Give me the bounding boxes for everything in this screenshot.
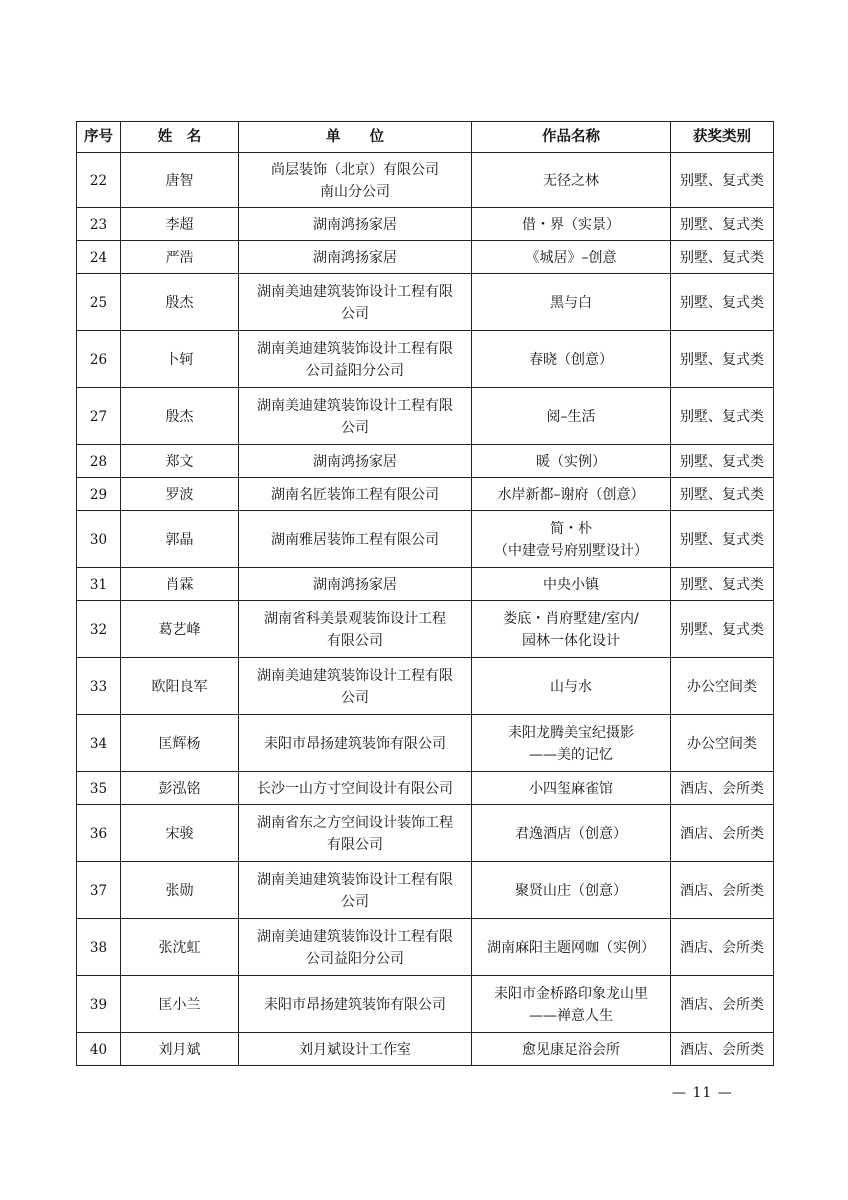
cell-category: 酒店、会所类 bbox=[671, 772, 774, 805]
table-row bbox=[77, 274, 774, 331]
work-line: 园林一体化设计 bbox=[522, 632, 620, 649]
unit-line: 湖南美迪建筑装饰设计工程有限 bbox=[257, 397, 453, 414]
work-line: 《城居》–创意 bbox=[525, 249, 617, 266]
work-line: 耒阳龙腾美宝纪摄影 bbox=[508, 724, 634, 741]
unit-line: 湖南美迪建筑装饰设计工程有限 bbox=[257, 283, 453, 300]
cell-name: 严浩 bbox=[121, 241, 239, 274]
cell-unit bbox=[239, 568, 472, 601]
cell-work bbox=[472, 919, 671, 976]
cell-work bbox=[472, 772, 671, 805]
cell-work bbox=[472, 511, 671, 568]
work-line: 娄底・肖府墅建/室内/ bbox=[503, 610, 639, 627]
unit-line: 长沙一山方寸空间设计有限公司 bbox=[257, 780, 453, 797]
cell-work bbox=[472, 274, 671, 331]
work-line: 耒阳市金桥路印象龙山里 bbox=[494, 985, 648, 1002]
header-unit: 单 位 bbox=[239, 122, 472, 153]
page-number: — 11 — bbox=[672, 1085, 733, 1101]
cell-name: 郑文 bbox=[121, 445, 239, 478]
table-row bbox=[77, 772, 774, 805]
cell-work bbox=[472, 568, 671, 601]
header-no: 序号 bbox=[77, 122, 121, 153]
cell-name: 欧阳良军 bbox=[121, 658, 239, 715]
cell-category: 酒店、会所类 bbox=[671, 976, 774, 1033]
work-line: ——美的记忆 bbox=[529, 746, 613, 763]
cell-no: 25 bbox=[77, 274, 121, 331]
work-line: 春晓（创意） bbox=[529, 351, 613, 368]
cell-unit bbox=[239, 601, 472, 658]
cell-category: 别墅、复式类 bbox=[671, 208, 774, 241]
work-line: 小四玺麻雀馆 bbox=[529, 780, 613, 797]
unit-line: 南山分公司 bbox=[320, 183, 390, 200]
cell-work bbox=[472, 241, 671, 274]
cell-category: 别墅、复式类 bbox=[671, 445, 774, 478]
table-body bbox=[77, 153, 774, 1066]
cell-no: 38 bbox=[77, 919, 121, 976]
cell-name: 郭晶 bbox=[121, 511, 239, 568]
cell-name: 匡小兰 bbox=[121, 976, 239, 1033]
cell-name: 肖霖 bbox=[121, 568, 239, 601]
work-line: 君逸酒店（创意） bbox=[515, 825, 627, 842]
cell-name: 李超 bbox=[121, 208, 239, 241]
cell-unit bbox=[239, 445, 472, 478]
unit-line: 耒阳市昂扬建筑装饰有限公司 bbox=[264, 735, 446, 752]
work-line: 聚贤山庄（创意） bbox=[515, 882, 627, 899]
unit-line: 有限公司 bbox=[327, 632, 383, 649]
cell-work bbox=[472, 478, 671, 511]
work-line: （中建壹号府别墅设计） bbox=[494, 542, 648, 559]
cell-work bbox=[472, 388, 671, 445]
work-line: 愈见康足浴会所 bbox=[522, 1041, 620, 1058]
table-row bbox=[77, 658, 774, 715]
cell-no: 30 bbox=[77, 511, 121, 568]
work-line: 暖（实例） bbox=[536, 453, 606, 470]
table-header-row bbox=[77, 122, 774, 153]
cell-category: 别墅、复式类 bbox=[671, 331, 774, 388]
cell-no: 34 bbox=[77, 715, 121, 772]
unit-line: 湖南名匠装饰工程有限公司 bbox=[271, 486, 439, 503]
cell-work bbox=[472, 976, 671, 1033]
table-row bbox=[77, 1033, 774, 1066]
unit-line: 湖南美迪建筑装饰设计工程有限 bbox=[257, 667, 453, 684]
table-row bbox=[77, 208, 774, 241]
table-row bbox=[77, 715, 774, 772]
unit-line: 公司益阳分公司 bbox=[306, 950, 404, 967]
table-row bbox=[77, 478, 774, 511]
cell-unit bbox=[239, 1033, 472, 1066]
cell-no: 22 bbox=[77, 153, 121, 208]
unit-line: 湖南美迪建筑装饰设计工程有限 bbox=[257, 871, 453, 888]
cell-no: 26 bbox=[77, 331, 121, 388]
unit-line: 湖南鸿扬家居 bbox=[313, 216, 397, 233]
cell-work bbox=[472, 715, 671, 772]
unit-line: 湖南雅居装饰工程有限公司 bbox=[271, 531, 439, 548]
cell-unit bbox=[239, 805, 472, 862]
cell-name: 张勋 bbox=[121, 862, 239, 919]
header-name: 姓 名 bbox=[121, 122, 239, 153]
cell-unit bbox=[239, 862, 472, 919]
cell-category: 办公空间类 bbox=[671, 715, 774, 772]
cell-name: 唐智 bbox=[121, 153, 239, 208]
cell-category: 别墅、复式类 bbox=[671, 274, 774, 331]
cell-no: 33 bbox=[77, 658, 121, 715]
awards-table bbox=[76, 121, 774, 1066]
unit-line: 湖南美迪建筑装饰设计工程有限 bbox=[257, 340, 453, 357]
cell-unit bbox=[239, 478, 472, 511]
cell-work bbox=[472, 1033, 671, 1066]
work-line: 无径之林 bbox=[543, 172, 599, 189]
cell-work bbox=[472, 601, 671, 658]
cell-no: 32 bbox=[77, 601, 121, 658]
work-line: 简・朴 bbox=[550, 520, 592, 537]
cell-work bbox=[472, 805, 671, 862]
cell-category: 别墅、复式类 bbox=[671, 568, 774, 601]
table-row bbox=[77, 919, 774, 976]
table-row bbox=[77, 331, 774, 388]
unit-line: 公司 bbox=[341, 419, 369, 436]
cell-no: 36 bbox=[77, 805, 121, 862]
table-row bbox=[77, 976, 774, 1033]
cell-no: 40 bbox=[77, 1033, 121, 1066]
cell-name: 罗波 bbox=[121, 478, 239, 511]
work-line: 中央小镇 bbox=[543, 576, 599, 593]
cell-work bbox=[472, 658, 671, 715]
cell-work bbox=[472, 862, 671, 919]
cell-unit bbox=[239, 331, 472, 388]
cell-category: 别墅、复式类 bbox=[671, 511, 774, 568]
header-category: 获奖类别 bbox=[671, 122, 774, 153]
unit-line: 公司 bbox=[341, 305, 369, 322]
cell-unit bbox=[239, 658, 472, 715]
unit-line: 湖南美迪建筑装饰设计工程有限 bbox=[257, 928, 453, 945]
cell-unit bbox=[239, 715, 472, 772]
work-line: ——禅意人生 bbox=[529, 1007, 613, 1024]
work-line: 阅–生活 bbox=[546, 408, 596, 425]
unit-line: 湖南省科美景观装饰设计工程 bbox=[264, 610, 446, 627]
cell-no: 31 bbox=[77, 568, 121, 601]
unit-line: 尚层装饰（北京）有限公司 bbox=[271, 161, 439, 178]
unit-line: 湖南鸿扬家居 bbox=[313, 453, 397, 470]
cell-unit bbox=[239, 388, 472, 445]
cell-no: 37 bbox=[77, 862, 121, 919]
work-line: 湖南麻阳主题网咖（实例） bbox=[487, 939, 655, 956]
cell-category: 酒店、会所类 bbox=[671, 919, 774, 976]
cell-no: 29 bbox=[77, 478, 121, 511]
cell-unit bbox=[239, 208, 472, 241]
unit-line: 公司 bbox=[341, 689, 369, 706]
cell-unit bbox=[239, 241, 472, 274]
unit-line: 刘月斌设计工作室 bbox=[299, 1041, 411, 1058]
cell-no: 27 bbox=[77, 388, 121, 445]
cell-work bbox=[472, 445, 671, 478]
cell-name: 张沈虹 bbox=[121, 919, 239, 976]
cell-category: 别墅、复式类 bbox=[671, 388, 774, 445]
unit-line: 耒阳市昂扬建筑装饰有限公司 bbox=[264, 996, 446, 1013]
cell-name: 殷杰 bbox=[121, 388, 239, 445]
table-row bbox=[77, 241, 774, 274]
cell-no: 24 bbox=[77, 241, 121, 274]
cell-work bbox=[472, 208, 671, 241]
unit-line: 公司 bbox=[341, 893, 369, 910]
cell-unit bbox=[239, 919, 472, 976]
cell-name: 宋骏 bbox=[121, 805, 239, 862]
unit-line: 湖南省东之方空间设计装饰工程 bbox=[257, 814, 453, 831]
table-row bbox=[77, 445, 774, 478]
cell-name: 刘月斌 bbox=[121, 1033, 239, 1066]
cell-name: 葛艺峰 bbox=[121, 601, 239, 658]
work-line: 山与水 bbox=[550, 678, 592, 695]
cell-no: 39 bbox=[77, 976, 121, 1033]
cell-unit bbox=[239, 274, 472, 331]
cell-category: 别墅、复式类 bbox=[671, 478, 774, 511]
cell-unit bbox=[239, 511, 472, 568]
cell-unit bbox=[239, 976, 472, 1033]
cell-name: 殷杰 bbox=[121, 274, 239, 331]
cell-category: 别墅、复式类 bbox=[671, 601, 774, 658]
table-row bbox=[77, 805, 774, 862]
unit-line: 有限公司 bbox=[327, 836, 383, 853]
cell-no: 35 bbox=[77, 772, 121, 805]
table-row bbox=[77, 601, 774, 658]
work-line: 水岸新都–谢府（创意） bbox=[497, 486, 645, 503]
table-row bbox=[77, 862, 774, 919]
cell-name: 匡辉杨 bbox=[121, 715, 239, 772]
cell-work bbox=[472, 331, 671, 388]
cell-category: 酒店、会所类 bbox=[671, 862, 774, 919]
cell-category: 酒店、会所类 bbox=[671, 805, 774, 862]
table-row bbox=[77, 511, 774, 568]
table-row bbox=[77, 153, 774, 208]
cell-no: 28 bbox=[77, 445, 121, 478]
unit-line: 湖南鸿扬家居 bbox=[313, 576, 397, 593]
cell-unit bbox=[239, 153, 472, 208]
table-row bbox=[77, 568, 774, 601]
unit-line: 湖南鸿扬家居 bbox=[313, 249, 397, 266]
cell-unit bbox=[239, 772, 472, 805]
cell-work bbox=[472, 153, 671, 208]
unit-line: 公司益阳分公司 bbox=[306, 362, 404, 379]
work-line: 借・界（实景） bbox=[522, 216, 620, 233]
cell-no: 23 bbox=[77, 208, 121, 241]
cell-category: 办公空间类 bbox=[671, 658, 774, 715]
work-line: 黑与白 bbox=[550, 294, 592, 311]
table-row bbox=[77, 388, 774, 445]
cell-category: 别墅、复式类 bbox=[671, 153, 774, 208]
cell-name: 卜轲 bbox=[121, 331, 239, 388]
cell-category: 别墅、复式类 bbox=[671, 241, 774, 274]
cell-name: 彭泓铭 bbox=[121, 772, 239, 805]
cell-category: 酒店、会所类 bbox=[671, 1033, 774, 1066]
header-work: 作品名称 bbox=[472, 122, 671, 153]
